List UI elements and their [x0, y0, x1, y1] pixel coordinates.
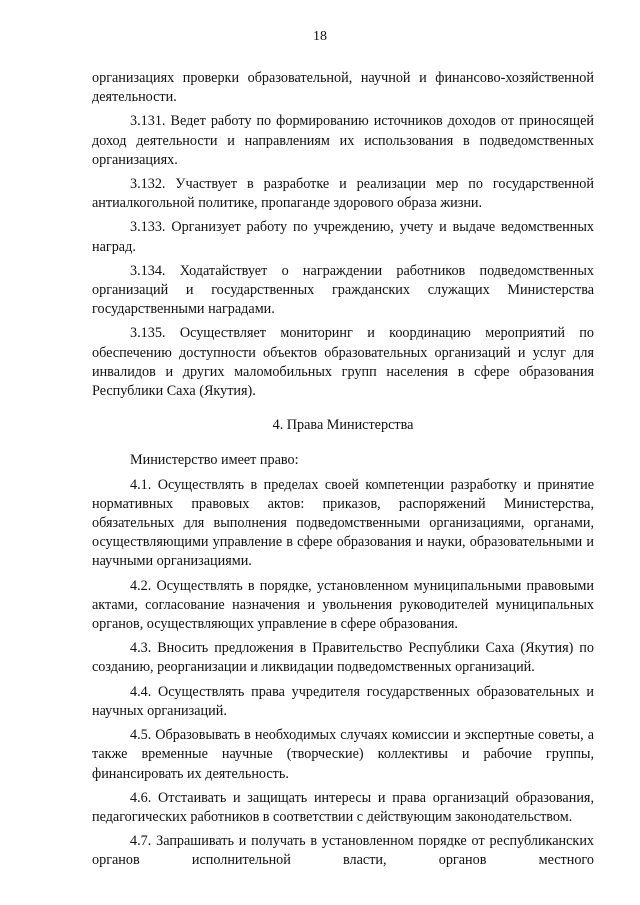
paragraph-3-134: 3.134. Ходатайствует о награждении работников подведомственных организаций и государственных гражданских служащих Министерства государственными наградами. [92, 262, 594, 318]
paragraph-4-3: 4.3. Вносить предложения в Правительство Республики Саха (Якутия) по созданию, реорганизации и ликвидации подведомственных организаций. [92, 640, 594, 676]
paragraph-4-4: 4.4. Осуществлять права учредителя государственных образовательных и научных организаций. [92, 683, 594, 719]
paragraph-4-2: 4.2. Осуществлять в порядке, установленном муниципальными правовыми актами, согласование назначения и увольнения руководителей муниципальных органов, осуществляющих управление в сфере образования. [92, 577, 594, 633]
paragraph-4-6: 4.6. Отстаивать и защищать интересы и права организаций образования, педагогических работников в соответствии с действующим законодательством. [92, 789, 594, 825]
paragraph-continuation: организациях проверки образовательной, научной и финансово-хозяйственной деятельности. [92, 70, 594, 106]
page-number: 18 [313, 29, 327, 44]
paragraph-4-5: 4.5. Образовывать в необходимых случаях комиссии и экспертные советы, а также временные научные (творческие) коллективы и рабочие группы, финансировать их деятельность. [92, 727, 594, 782]
paragraph-3-133: 3.133. Организует работу по учреждению, учету и выдаче ведомственных наград. [92, 219, 594, 255]
paragraph-3-132: 3.132. Участвует в разработке и реализации мер по государственной антиалкогольной политике, пропаганде здорового образа жизни. [92, 176, 594, 212]
paragraph-3-131: 3.131. Ведет работу по формированию источников доходов от приносящей доход деятельности и направлениям их использования в подведомственных организациях. [92, 113, 594, 168]
paragraph-4-1: 4.1. Осуществлять в пределах своей компетенции разработку и принятие нормативных правовых актов: приказов, распоряжений Министерства, обязательных для выполнения подведомственными организациями, органами, осуществляющими управление в сфере образования и науки, образовательными и научными организациями. [92, 476, 594, 570]
paragraph-4-7: 4.7. Запрашивать и получать в установленном порядке от республиканских органов исполнительной власти, органов местного [92, 833, 594, 869]
paragraph-3-135: 3.135. Осуществляет мониторинг и координацию мероприятий по обеспечению доступности объектов образовательных организаций и услуг для инвалидов и других маломобильных групп населения в сфере образования Республики Саха (Якутия). [92, 325, 594, 400]
document-body [92, 69, 594, 876]
section-intro: Министерство имеет право: [130, 452, 299, 469]
section-heading: 4. Права Министерства [272, 417, 414, 434]
